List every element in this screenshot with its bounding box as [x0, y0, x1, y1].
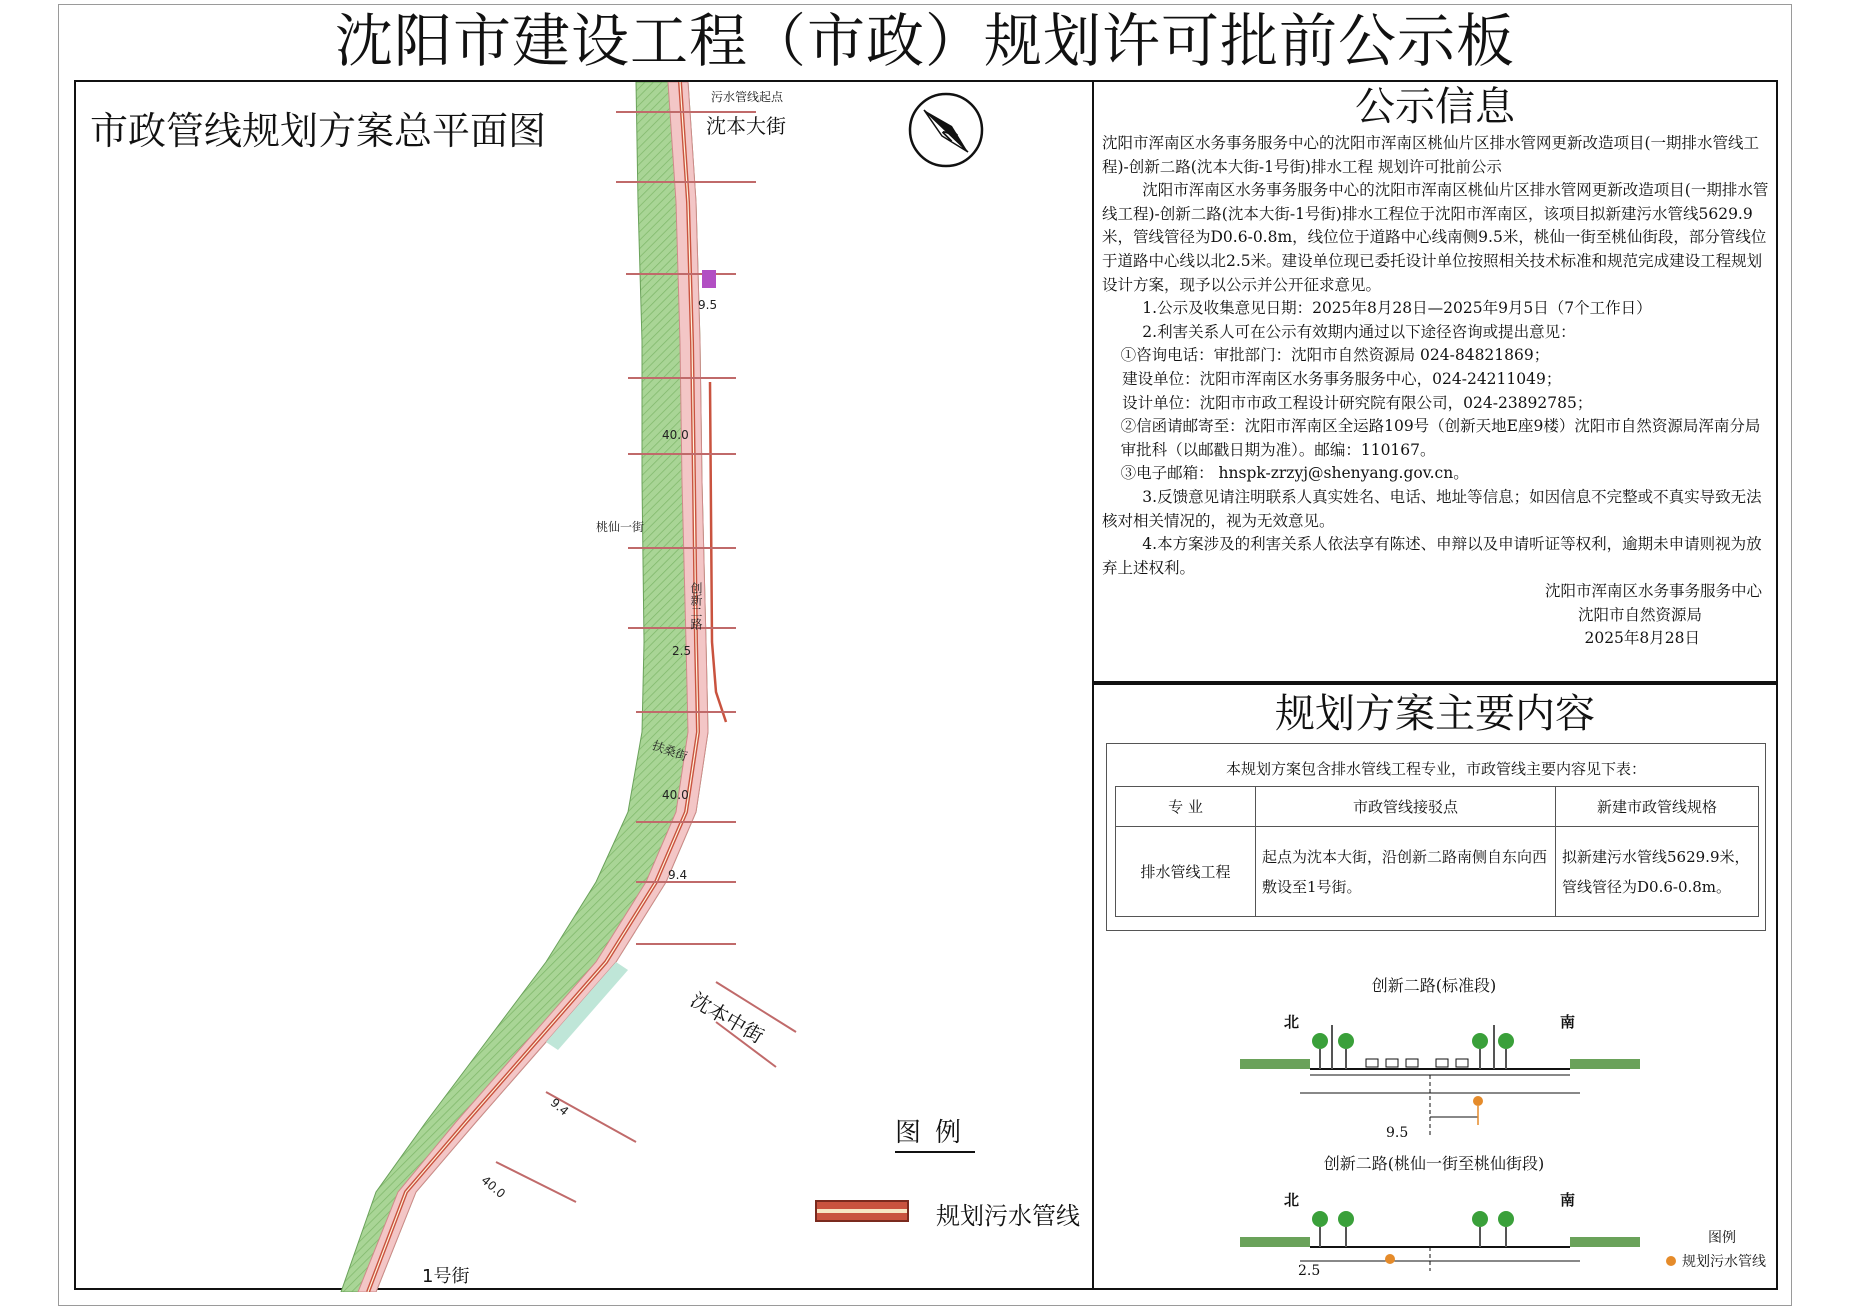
notice-date: 2025年8月28日: [1584, 629, 1700, 648]
plan-panel: [1094, 683, 1778, 1290]
notice-body: [1102, 132, 1770, 651]
cross-section-south: 南: [1560, 1191, 1576, 1209]
table-cell: 起点为沈本大街，沿创新二路南侧自东向西敷设至1号街。: [1256, 827, 1556, 917]
cross-section-diagram: [1240, 1163, 1640, 1273]
street-label-middle: 沈本中街: [686, 987, 768, 1049]
table-header: 市政管线接驳点: [1256, 787, 1556, 827]
notice-item: 3.反馈意见请注明联系人真实姓名、电话、地址等信息；如因信息不完整或不真实导致无法核对相关情况的，视为无效意见。: [1102, 487, 1762, 530]
notice-email: ③电子邮箱： hnspk-zrzyj@shenyang.gov.cn。: [1120, 464, 1469, 483]
table-header: 新建市政管线规格: [1556, 787, 1759, 827]
cross-section-title: 创新二路(桃仙一街至桃仙街段): [1323, 1154, 1545, 1173]
map-legend-title: 图例: [895, 1112, 975, 1153]
cross-section-diagram: [1240, 985, 1640, 1145]
map-panel: [74, 80, 1094, 1290]
cross-section-north: 北: [1284, 1191, 1300, 1209]
sewer-pipe-icon: [1666, 1256, 1676, 1266]
notice-heading: 公示信息: [1355, 84, 1515, 130]
notice-signature: 沈阳市自然资源局: [1577, 605, 1702, 624]
dim-label: 40.0: [478, 1173, 509, 1201]
pump-station-block: [702, 270, 716, 288]
plan-heading: 规划方案主要内容: [1275, 691, 1595, 737]
dim-label: 40.0: [662, 428, 689, 442]
cross-section-legend-item: 规划污水管线: [1666, 1251, 1766, 1271]
dim-label: 2.5: [672, 644, 692, 658]
notice-mail: ②信函请邮寄至：沈阳市浑南区全运路109号（创新天地E座9楼）沈阳市自然资源局浑南分局审批科（以邮戳日期为准）。邮编：110167。: [1120, 417, 1761, 459]
notice-item: 4.本方案涉及的利害关系人依法享有陈述、申辩以及申请听证等权利，逾期未申请则视为放弃上述权利。: [1102, 535, 1762, 577]
street-label-fuxing: 扶桑街: [650, 738, 690, 764]
table-cell: 拟新建污水管线5629.9米，管线管径为D0.6-0.8m。: [1556, 827, 1759, 917]
street-label-bottom: 1号街: [422, 1266, 470, 1287]
dim-label: 40.0: [662, 788, 689, 802]
plan-table-box: [1106, 743, 1766, 931]
page-title: 沈阳市建设工程（市政）规划许可批前公示板: [334, 7, 1515, 75]
dim-label: 9.4: [547, 1095, 572, 1119]
table-cell: 排水管线工程: [1116, 827, 1256, 917]
notice-paragraph: 沈阳市浑南区水务事务服务中心的沈阳市浑南区桃仙片区排水管网更新改造项目(一期排水管线工程)-创新二路(沈本大街-1号街)排水工程位于沈阳市浑南区，该项目拟新建污水管线5629.9米，管线管径为D0.6-0.8m，线位位于道路中心线南侧9.5米，桃仙一街至桃仙街段，部分管线位于道路中心线以北2.5米。建设单位现已委托设计单位按照相关技术标准和规范完成建设工程规划设计方案，现予以公示并公开征求意见。: [1102, 181, 1769, 294]
notice-contact: 建设单位：沈阳市浑南区水务事务服务中心，024-24211049；: [1122, 369, 1562, 388]
plan-table: [1115, 786, 1759, 917]
cross-section-legend-title: 图例: [1708, 1230, 1736, 1246]
north-label: N: [938, 122, 963, 147]
cross-section-south: 南: [1560, 1013, 1576, 1031]
notice-signature: 沈阳市浑南区水务事务服务中心: [1544, 582, 1762, 601]
cross-section-title: 创新二路(标准段): [1371, 976, 1497, 995]
dim-label: 9.4: [668, 868, 688, 882]
cross-section-dim: 9.5: [1386, 1125, 1409, 1141]
secondary-pipe: [710, 382, 726, 722]
start-note-label: 污水管线起点: [711, 90, 784, 104]
map-legend-item: 规划污水管线: [936, 1202, 1080, 1230]
notice-item: 1.公示及收集意见日期：2025年8月28日—2025年9月5日（7个工作日）: [1142, 299, 1652, 318]
green-belt: [341, 82, 708, 1292]
notice-panel: [1094, 80, 1778, 683]
street-label-top: 沈本大街: [706, 114, 786, 138]
dim-label: 9.5: [698, 298, 718, 312]
notice-contact: 设计单位：沈阳市市政工程设计研究院有限公司，024-23892785；: [1122, 393, 1593, 412]
cross-section-north: 北: [1284, 1013, 1300, 1031]
notice-title-line: 沈阳市浑南区水务事务服务中心的沈阳市浑南区桃仙片区排水管网更新改造项目(一期排水管线工程)-创新二路(沈本大街-1号街)排水工程 规划许可批前公示: [1102, 134, 1760, 176]
table-header: 专 业: [1116, 787, 1256, 827]
site-plan-map: [76, 82, 1096, 1292]
table-row: [1116, 827, 1759, 917]
notice-item: 2.利害关系人可在公示有效期内通过以下途径咨询或提出意见：: [1142, 322, 1576, 341]
planned-sewer-legend-swatch: [815, 1200, 909, 1222]
street-label-chuangxin: 创新二路: [689, 582, 703, 630]
map-title: 市政管线规划方案总平面图: [90, 109, 547, 153]
notice-contact: ①咨询电话：审批部门：沈阳市自然资源局 024-84821869；: [1120, 346, 1550, 365]
plan-intro: 本规划方案包含排水管线工程专业，市政管线主要内容见下表：: [1225, 760, 1646, 778]
street-label-taoxian: 桃仙一街: [596, 520, 645, 534]
cross-section-dim: 2.5: [1298, 1263, 1321, 1279]
